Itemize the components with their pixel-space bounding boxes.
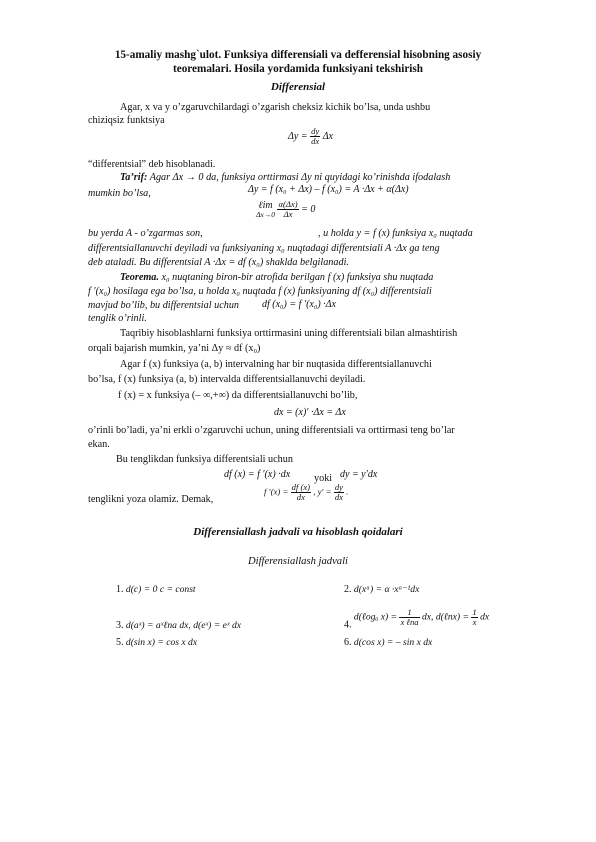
table-item-2-number: 2.	[344, 584, 352, 595]
write-formula-num1: df (x)	[291, 482, 311, 492]
table-item-3	[116, 620, 241, 631]
table-item-4-frac-b-den: x	[472, 617, 477, 627]
write-line: tenglikni yoza olamiz. Demak,	[88, 494, 214, 505]
table-item-1-number: 1.	[116, 584, 124, 595]
formula-limit	[256, 200, 315, 219]
definition-line5: deb ataladi. Bu differentsial A ·Δx = df (x₀) shaklda belgilanadi.	[88, 257, 349, 268]
formula-limit-numerator: α(Δx)	[278, 199, 298, 209]
fx-line: f (x) = x funksiya (– ∞,+∞) da differentsiallanuvchi bo’lib,	[118, 390, 358, 401]
theorem-text-1: x₀ nuqtaning biron-bir atrofida berilgan f (x) funksiya shu nuqtada	[158, 272, 434, 283]
write-formula-den2: dx	[334, 492, 343, 502]
theorem-line1	[88, 271, 520, 284]
definition-line4: differentsiallanuvchi deyiladi va funksiyaning x₀ nuqtadagi differentsiali A ·Δx ga teng	[88, 243, 440, 254]
definition-line3a: bu yerda A - o’zgarmas son,	[88, 228, 203, 239]
table-item-4-formula-c: dx	[480, 611, 490, 623]
table-item-4-frac-b	[471, 608, 477, 627]
theorem-label: Teorema.	[120, 272, 159, 283]
formula-limit-denominator: Δx	[283, 209, 293, 219]
formula-limit-sub: Δx→0	[256, 209, 275, 219]
write-formula-den1: dx	[296, 492, 305, 502]
formula-limit-fraction	[277, 200, 298, 219]
theorem-line4: tenglik o’rinli.	[88, 313, 147, 324]
equality-formula1: df (x) = f ′(x) ·dx	[224, 469, 291, 480]
table-item-6-number: 6.	[344, 637, 352, 648]
equality-yoki: yoki	[314, 473, 333, 484]
definition-text-1: Agar Δx → 0 da, funksiya orttirmasi Δy ni quyidagi ko’rinishda ifodalash	[147, 172, 451, 183]
formula-dy-numerator: dy	[311, 126, 320, 136]
table-item-5	[116, 637, 197, 648]
table-item-1-formula: d(c) = 0 c = const	[125, 584, 196, 595]
formula-increment: Δy = f (x₀ + Δx) – f (x₀) = A ·Δx + α(Δx)	[248, 184, 409, 195]
write-formula-end: .	[346, 486, 349, 497]
intro-paragraph-line2: chiziqsiz funktsiya	[88, 115, 165, 126]
definition-line3b: , u holda y = f (x) funksiya x₀ nuqtada	[318, 228, 473, 239]
write-formula-mid: , y′ =	[313, 486, 332, 497]
table-item-3-number: 3.	[116, 620, 124, 631]
definition-label: Ta’rif:	[120, 172, 148, 183]
document-title-line2: teoremalari. Hosila yordamida funksiyani tekshirish	[173, 63, 423, 75]
intro-paragraph-line3: “differentsial” deb hisoblanadi.	[88, 159, 216, 170]
formula-dy-denominator: dx	[311, 136, 320, 146]
table-item-2	[344, 584, 419, 595]
formula-limit-lim: ℓim	[258, 199, 273, 211]
write-formula	[264, 483, 348, 502]
table-item-4-formula-b: dx, d(ℓnx) =	[421, 611, 469, 623]
theorem-line3: mavjud bo’lib, bu differentsial uchun	[88, 300, 240, 311]
table-item-5-formula: d(sin x) = cos x dx	[125, 637, 198, 648]
interval-line1: Agar f (x) funksiya (a, b) intervalning har bir nuqtasida differentsiallanuvchi	[120, 359, 432, 370]
table-item-1	[116, 584, 196, 595]
write-formula-frac1	[291, 483, 311, 502]
table-item-4-number: 4.	[344, 619, 352, 631]
formula-limit-operator	[256, 201, 275, 219]
conclusion-line2: ekan.	[88, 439, 110, 450]
approx-line1: Taqribiy hisoblashlarni funksiya orttirmasini uning differentsiali bilan almashtirish	[120, 328, 458, 339]
table-item-3-formula: d(aˣ) = aˣℓna dx, d(eˣ) = eˣ dx	[125, 620, 242, 631]
table-item-5-number: 5.	[116, 637, 124, 648]
formula-dy	[288, 127, 333, 146]
write-formula-lhs: f ′(x) =	[264, 486, 289, 497]
write-formula-num2: dy	[334, 482, 343, 492]
theorem-formula: df (x₀) = f ′(x₀) ·Δx	[262, 299, 336, 310]
table-item-4-frac-a-den: x ℓna	[400, 617, 419, 627]
table-item-4-frac-a-num: 1	[399, 608, 419, 618]
table-item-4-formula-a: d(ℓogₐ x) =	[353, 611, 398, 623]
formula-dy-fraction	[310, 127, 320, 146]
equality-formula2: dy = y′dx	[340, 469, 378, 480]
table-item-2-formula: d(xᵅ) = α ·xᵅ⁻¹dx	[353, 584, 420, 595]
table-item-6-formula: d(cos x) = – sin x dx	[353, 637, 433, 648]
intro-paragraph-line1: Agar, x va y o’zgaruvchilardagi o’zgarish cheksiz kichik bo’lsa, unda ushbu	[120, 102, 431, 113]
table-item-6	[344, 637, 432, 648]
write-formula-frac2	[334, 483, 344, 502]
formula-dy-lhs: Δy =	[288, 130, 308, 142]
equality-line: Bu tenglikdan funksiya differentsiali uchun	[116, 454, 293, 465]
table-item-4	[344, 608, 489, 631]
table-item-4-frac-b-num: 1	[472, 607, 477, 617]
interval-line2: bo’lsa, f (x) funksiya (a, b) intervalda differentsiallanuvchi deyiladi.	[88, 374, 366, 385]
rules-title: Differensiallash jadvali va hisoblash qoidalari	[193, 526, 403, 538]
table-title: Differensiallash jadvali	[248, 556, 348, 567]
definition-line2: mumkin bo’lsa,	[88, 188, 151, 199]
definition-line1	[88, 171, 520, 184]
section-title: Differensial	[270, 81, 326, 93]
approx-line2: orqali bajarish mumkin, ya’ni Δy ≈ df (x₀)	[88, 343, 261, 354]
table-item-4-frac-a	[399, 608, 419, 627]
dx-formula: dx = (x)′ ·Δx = Δx	[274, 407, 346, 418]
formula-limit-rhs: = 0	[301, 203, 316, 215]
formula-dy-rhs: Δx	[322, 130, 333, 142]
conclusion-line1: o’rinli bo’ladi, ya’ni erkli o’zgaruvchi uchun, uning differentsiali va orttirmasi teng bo’lar	[88, 425, 455, 436]
theorem-line2: f ′(x₀) hosilaga ega bo’lsa, u holda x₀ nuqtada f (x) funksiyaning df (x₀) differentsiali	[88, 286, 432, 297]
document-title-line1: 15-amaliy mashg`ulot. Funksiya differensiali va defferensial hisobning asosiy	[114, 49, 482, 61]
